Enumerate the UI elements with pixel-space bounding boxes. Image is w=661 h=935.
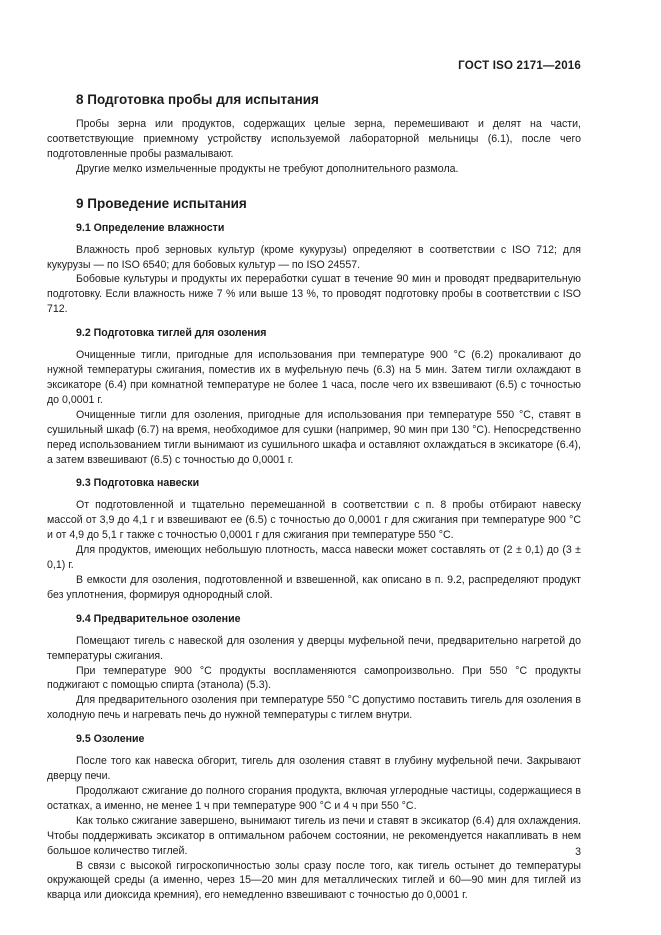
- subsection-9-2-paragraph: Очищенные тигли для озоления, пригодные для использования при температуре 550 °С, ставят в сушильный шкаф (6.7) на время, необходимое для сушки (например, 90 мин при 130 °С). Непосредственно перед использованием тигли вынимают из сушильного шкафа и оставляют охлаждаться в эксикаторе (6.4), а затем взвешивают (6.5) с точностью до 0,0001 г.: [47, 408, 581, 466]
- subsection-9-1-paragraph: Бобовые культуры и продукты их переработки сушат в течение 90 мин и проводят предварительную подготовку. Если влажность ниже 7 % или выше 13 %, то проводят подготовку пробы в соответствии с ISO 712.: [47, 273, 581, 316]
- section-8-heading: 8 Подготовка пробы для испытания: [76, 92, 319, 107]
- subsection-9-1-paragraph: Влажность проб зерновых культур (кроме кукурузы) определяют в соответствии с ISO 712; для кукурузы — по ISO 6540; для бобовых культур — по ISO 24557.: [47, 243, 581, 271]
- subsection-9-2-paragraph: Очищенные тигли, пригодные для использования при температуре 900 °С (6.2) прокаливают до нужной температуры сжигания, поместив их в муфельную печь (6.3) на 5 мин. Затем тигли охлаждают в эксикаторе (6.4) при комнатной температуре не более 1 часа, после чего их взвешивают (6.5) с точностью до 0,0001 г.: [47, 349, 581, 406]
- document-body: [47, 91, 581, 903]
- subsection-9-5-paragraph: После того как навеска обгорит, тигель для озоления ставят в глубину муфельной печи. Закрывают дверцу печи.: [47, 755, 581, 783]
- subsection-9-3-paragraph: В емкости для озоления, подготовленной и взвешенной, как описано в п. 9.2, распределяют продукт без уплотнения, формируя однородный слой.: [47, 573, 581, 601]
- document-code-header: ГОСТ ISO 2171—2016: [458, 60, 581, 72]
- subsection-9-4-heading: 9.4 Предварительное озоление: [76, 612, 241, 625]
- subsection-9-3-heading: 9.3 Подготовка навески: [76, 477, 200, 490]
- subsection-9-1-heading: 9.1 Определение влажности: [76, 221, 225, 234]
- subsection-9-5-paragraph: В связи с высокой гигроскопичностью золы сразу после того, как тигель остынет до температуры окружающей среды (а именно, через 15—20 мин для металлических тиглей и 60—90 мин для тиглей из кварца или диоксида кремния), его немедленно взвешивают с точностью до 0,0001 г.: [47, 859, 581, 902]
- subsection-9-2-heading: 9.2 Подготовка тиглей для озоления: [76, 327, 267, 340]
- subsection-9-3-paragraph: От подготовленной и тщательно перемешанной в соответствии с п. 8 пробы отбирают навеску массой от 3,9 до 4,1 г и взвешивают ее (6.5) с точностью до 0,0001 г для сжигания при температуре 900 °С и от 4,9 до 5,1 г также с точностью 0,0001 г для сжигания при температуре 550 °С.: [47, 499, 581, 542]
- section-8-paragraph: Пробы зерна или продуктов, содержащих целые зерна, перемешивают и делят на части, соответствующие приемному устройству используемой лабораторной мельницы (6.1), после чего подготовленные пробы размалывают.: [47, 118, 581, 160]
- subsection-9-4-paragraph: Для предварительного озоления при температуре 550 °С допустимо поставить тигель для озоления в холодную печь и нагревать печь до нужной температуры с тиглем внутри.: [47, 694, 581, 722]
- subsection-9-5-paragraph: Как только сжигание завершено, вынимают тигель из печи и ставят в эксикатор (6.4) для охлаждения. Чтобы поддерживать эксикатор в оптимальном рабочем состоянии, не рекомендуется накапливать в нем большое количество тиглей.: [47, 814, 581, 857]
- section-8-paragraph: Другие мелко измельченные продукты не требуют дополнительного размола.: [76, 162, 459, 175]
- subsection-9-5-paragraph: Продолжают сжигание до полного сгорания продукта, включая углеродные частицы, содержащиеся в остатках, а именно, не менее 1 ч при температуре 900 °С и 4 ч при 550 °С.: [47, 785, 581, 812]
- subsection-9-4-paragraph: При температуре 900 °С продукты воспламеняются самопроизвольно. При 550 °С продукты поджигают с помощью спирта (этанола) (5.3).: [47, 664, 581, 692]
- subsection-9-3-paragraph: Для продуктов, имеющих небольшую плотность, масса навески может составлять от (2 ± 0,1) до (3 ± 0,1) г.: [47, 544, 581, 572]
- section-9-heading: 9 Проведение испытания: [76, 195, 247, 211]
- subsection-9-4-paragraph: Помещают тигель с навеской для озоления у дверцы муфельной печи, предварительно нагретой до температуры сжигания.: [47, 634, 581, 662]
- subsection-9-5-heading: 9.5 Озоление: [76, 733, 145, 746]
- page-number: 3: [575, 846, 581, 858]
